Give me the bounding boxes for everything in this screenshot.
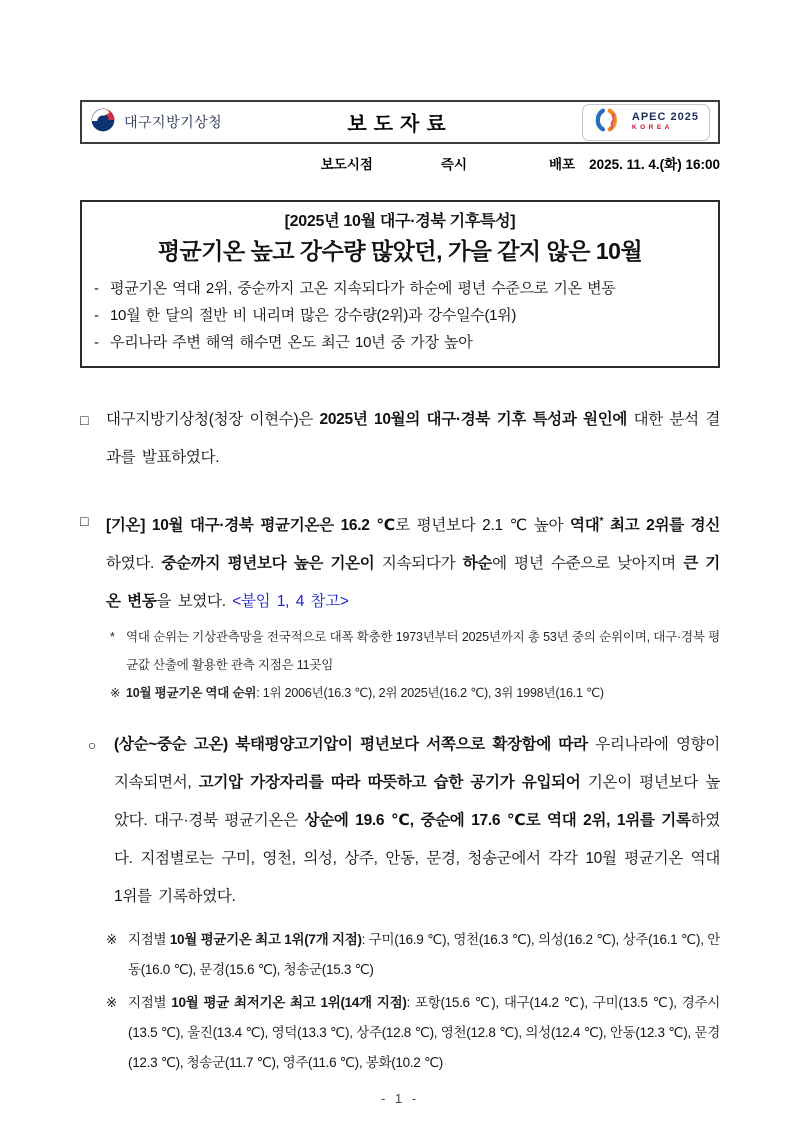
distribution-label: 배포 xyxy=(549,157,576,172)
apec-swirl-icon xyxy=(591,107,625,138)
headline-bullet: - 우리나라 주변 해역 해수면 온도 최근 10년 중 가장 높아 xyxy=(94,329,706,356)
square-bullet-marker: □ xyxy=(80,412,89,428)
release-time-value: 즉시 xyxy=(440,157,468,172)
release-info-row xyxy=(80,153,720,173)
government-emblem-icon xyxy=(90,107,116,138)
reference-marker: ※ xyxy=(106,995,118,1011)
paragraph-high-temp-cause: ○ (상순~중순 고온) 북태평양고기압이 평년보다 서쪽으로 확장함에 따라 우리나라에 영향이 지속되면서, 고기압 가장자리를 따라 따뜻하고 습한 공기가 유입되어 기온이 평년보다 높았다. 대구·경북 평균기온은 상순에 19.6 ℃, 중순에 17.6 ℃로 역대 2위, 1위를 기록하였다. 지점별로는 구미, 영천, 의성, 상주, 안동, 문경, 청송군에서 각각 10월 평균기온 역대 1위를 기록하였다. xyxy=(88,726,720,916)
note-avg-temp-records: ※ 지점별 10월 평균기온 최고 1위(7개 지점): 구미(16.9 ℃), 영천(16.3 ℃), 의성(16.2 ℃), 상주(16.1 ℃), 안동(16.0 ℃), 문경(15.6 ℃), 청송군(15.3 ℃) xyxy=(106,925,720,985)
document-type-title: 보도자료 xyxy=(347,113,453,136)
reference-marker: ※ xyxy=(110,686,121,701)
paragraph-announcement: □ 대구지방기상청(청장 이현수)은 2025년 10월의 대구·경북 기후 특성과 원인에 대한 분석 결과를 발표하였다. xyxy=(80,401,720,477)
headline-title: 평균기온 높고 강수량 많았던, 가을 같지 않은 10월 xyxy=(157,238,643,264)
headline-bullet: - 평균기온 역대 2위, 중순까지 고온 지속되다가 하순에 평년 수준으로 기온 변동 xyxy=(94,275,706,302)
header-box xyxy=(80,100,720,144)
footnotes xyxy=(110,623,720,707)
footnote-rank-list: ※ 10월 평균기온 역대 순위: 1위 2006년(16.3 ℃), 2위 2025년(16.2 ℃), 3위 1998년(16.1 ℃) xyxy=(110,679,720,707)
dash-marker: - xyxy=(94,307,99,324)
headline-box xyxy=(80,200,720,368)
headline-bullet: - 10월 한 달의 절반 비 내리며 많은 강수량(2위)과 강수일수(1위) xyxy=(94,302,706,329)
apec-subtitle: KOREA xyxy=(631,124,673,132)
footnote-rank-definition: * 역대 순위는 기상관측망을 전국적으로 대폭 확충한 1973년부터 2025년까지 총 53년 중의 순위이며, 대구·경북 평균값 산출에 활용한 관측 지점은 11곳임 xyxy=(110,623,720,679)
dash-marker: - xyxy=(94,334,99,351)
asterisk-marker: * xyxy=(110,630,115,645)
release-time-label: 보도시점 xyxy=(320,157,373,172)
apec-title: APEC 2025 xyxy=(631,111,699,124)
headline-bullets xyxy=(92,275,708,356)
note-min-temp-records: ※ 지점별 10월 평균 최저기온 최고 1위(14개 지점): 포항(15.6 ℃), 대구(14.2 ℃), 구미(13.5 ℃), 경주시(13.5 ℃), 울진(13.4 ℃), 영덕(13.3 ℃), 상주(12.8 ℃), 영천(12.8 ℃), 의성(12.4 ℃), 안동(12.3 ℃), 문경(12.3 ℃), 청송군(11.7 ℃), 영주(11.6 ℃), 봉화(10.2 ℃) xyxy=(106,988,720,1078)
headline-subtitle: [2025년 10월 대구·경북 기후특성] xyxy=(284,213,516,230)
distribution-datetime: 2025. 11. 4.(화) 16:00 xyxy=(589,157,720,172)
paragraph-temperature: □ [기온] 10월 대구·경북 평균기온은 16.2 ℃로 평년보다 2.1 ℃ 높아 역대* 최고 2위를 경신하였다. 중순까지 평년보다 높은 기온이 지속되다가 하순에 평년 수준으로 낮아지며 큰 기온 변동을 보였다. <붙임 1, 4 참고> xyxy=(80,502,720,621)
agency-name: 대구지방기상청 xyxy=(124,114,223,130)
square-bullet-marker: □ xyxy=(80,513,89,529)
apec-logo xyxy=(582,104,710,141)
reference-marker: ※ xyxy=(106,932,118,948)
dash-marker: - xyxy=(94,280,99,297)
circle-bullet-marker: ○ xyxy=(88,737,97,754)
page-number: - 1 - xyxy=(380,1091,420,1107)
agency-brand xyxy=(90,107,222,138)
